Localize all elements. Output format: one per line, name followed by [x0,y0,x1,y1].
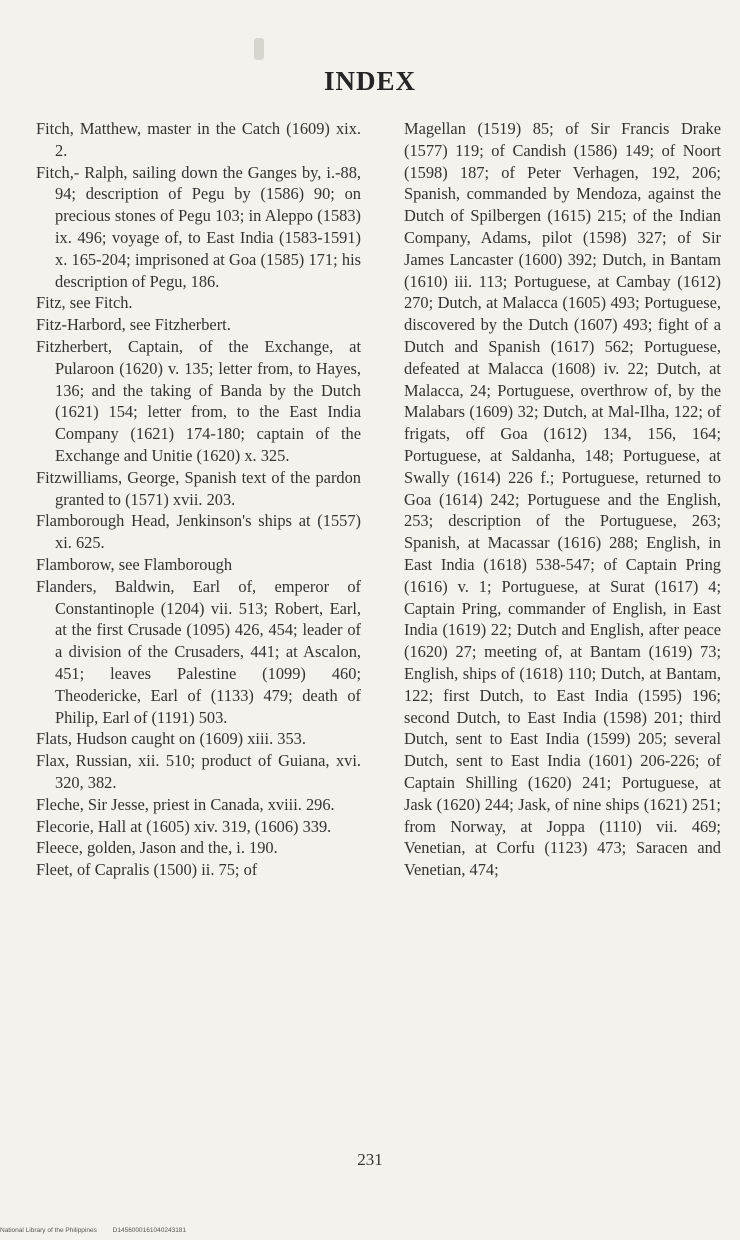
index-entry: Fleet, of Capralis (1500) ii. 75; of [36,860,258,880]
index-entry: Fitz, see Fitch. [36,293,133,313]
page-number: 231 [357,1150,383,1169]
index-entry: Fitch, Matthew, master in the Catch (1609) xix. 2. [36,119,361,160]
index-entry: Flecorie, Hall at (1605) xiv. 319, (1606) 339. [36,816,332,836]
page-title: INDEX [323,66,416,96]
index-entry: Flax, Russian, xii. 510; product of Guiana, xvi. 320, 382. [36,751,361,792]
index-column-left [36,118,361,881]
index-entry: Fleche, Sir Jesse, priest in Canada, xviii. 296. [36,794,335,814]
index-entry: Fitz-Harbord, see Fitzherbert. [36,315,231,335]
index-entry: Flanders, Baldwin, Earl of, emperor of Constantinople (1204) vii. 513; Robert, Earl, at the first Crusade (1095) 426, 454; leader of a division of the Crusaders, 441; at Ascalon, 451; leaves Palestine (1099) 460; Theodericke, Earl of (1133) 479; death of Philip, Earl of (1191) 503. [36,576,361,727]
scan-barcode: D1456000161040243181 [112,1227,187,1234]
index-entry: Flamborough Head, Jenkinson's ships at (1557) xi. 625. [36,511,361,553]
index-entry: Fitzherbert, Captain, of the Exchange, at Pularoon (1620) v. 135; letter from, to Hayes, 136; and the taking of Banda by the Dutch (1621) 154; letter from, to the East India Company (1621) 174-180; captain of the Exchange and Unitie (1620) x. 325. [36,336,361,465]
scan-smudge [254,38,264,60]
index-entry: Fitzwilliams, George, Spanish text of the pardon granted to (1571) xvii. 203. [36,467,361,509]
index-entry: Fleece, golden, Jason and the, i. 190. [36,838,278,858]
scan-footer [0,1227,200,1234]
library-name: National Library of the Philippines [0,1227,97,1234]
index-entry-continuation: Magellan (1519) 85; of Sir Francis Drake (1577) 119; of Candish (1586) 149; of Noort (1598) 187; of Peter Verhagen, 192, 206; Spanish, commanded by Mendoza, against the Dutch of Spilbergen (1615) 215; of the Indian Company, Adams, pilot (1598) 327; of Sir James Lancaster (1600) 392; Dutch, in Bantam (1610) iii. 113; Portuguese, at Cambay (1612) 270; Dutch, at Malacca (1605) 493; Portuguese, discovered by the Dutch (1607) 493; fight of a Dutch and Spanish (1617) 562; Portuguese, defeated at Malacca (1608) iv. 22; Dutch, at Malacca, 24; Portuguese, overthrow of, by the Malabars (1609) 32; Dutch, at Mal-Ilha, 122; of frigats, off Goa (1612) 134, 156, 164; Portuguese, at Saldanha, 148; Portuguese, at Swally (1614) 226 f.; Portuguese, returned to Goa (1614) 242; Portuguese and the English, 253; description of the Portuguese, 263; Spanish, at Macassar (1616) 288; English, in East India (1618) 538-547; of Captain Pring (1616) v. 1; Portuguese, at Surat (1617) 4; Captain Pring, commander of English, in East India (1619) 22; Dutch and English, after peace (1620) 27; meeting of, at Bantam (1619) 73; English, ships of (1618) 110; Dutch, at Bantam, 122; first Dutch, to East India (1595) 196; second Dutch, to East India (1598) 201; third Dutch, sent to East India (1599) 205; several Dutch, sent to East India (1601) 206-226; of Captain Shilling (1620) 241; Portuguese, at Jask (1620) 244; Jask, of nine ships (1621) 251; from Norway, at Joppa (1110) vii. 469; Venetian, at Corfu (1123) 473; Saracen and Venetian, 474; [404,119,721,880]
index-entry: Fitch,- Ralph, sailing down the Ganges by, i.-88, 94; description of Pegu by (1586) 90; on precious stones of Pegu 103; in Aleppo (1583) ix. 496; voyage of, to East India (1583-1591) x. 165-204; imprisoned at Goa (1585) 171; his description of Pegu, 186. [36,162,361,291]
index-column-right [404,118,721,881]
index-entry: Flats, Hudson caught on (1609) xiii. 353. [36,729,306,749]
index-entry: Flamborow, see Flamborough [36,554,233,574]
